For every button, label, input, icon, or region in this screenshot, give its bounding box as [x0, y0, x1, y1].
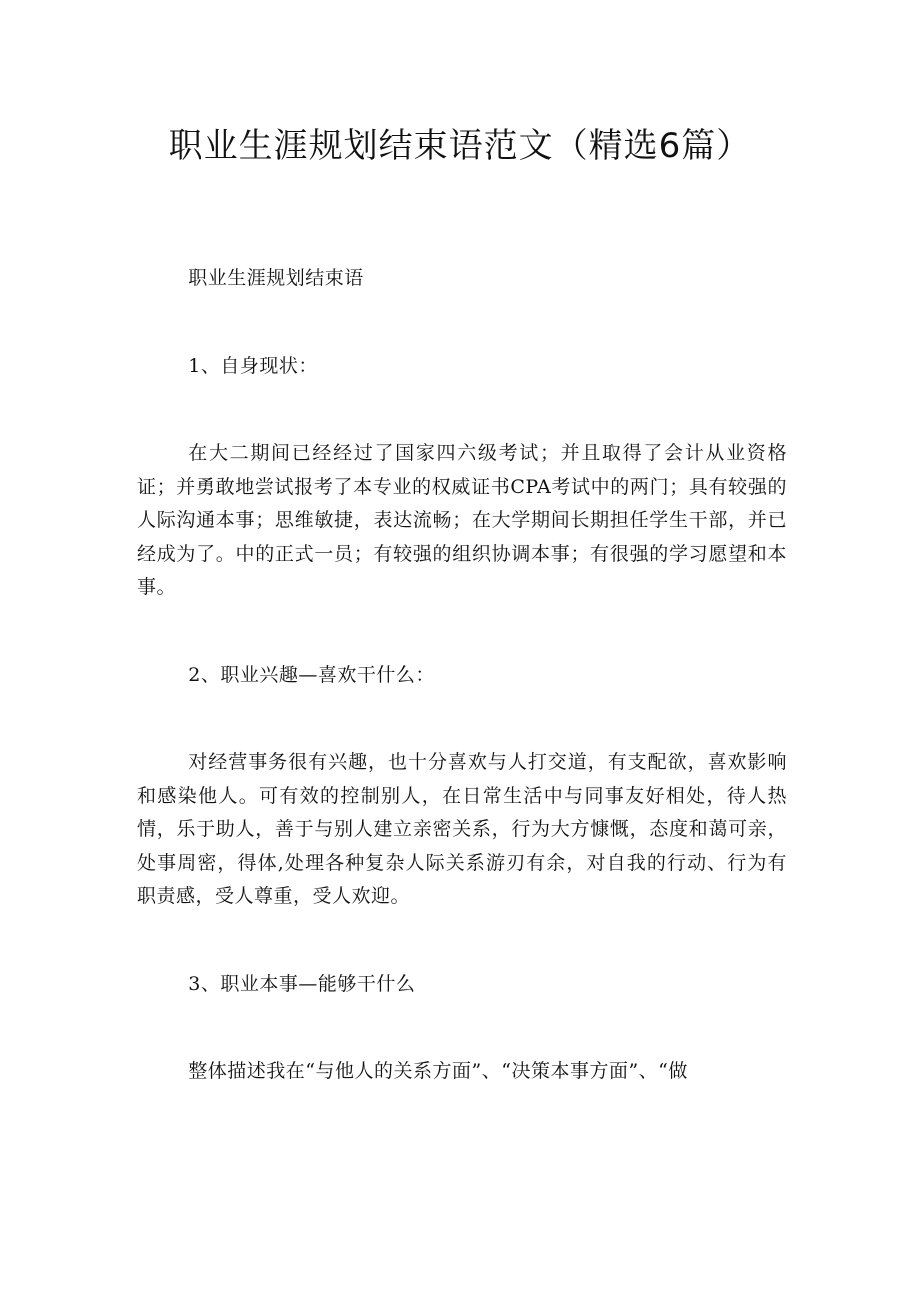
section-1-heading: 1、自身现状：: [188, 354, 318, 377]
section-1-paragraph: 在大二期间已经经过了国家四六级考试；并且取得了会计从业资格证；并勇敢地尝试报考了本专业的权威证书CPA考试中的两门；具有较强的人际沟通本事；思维敏捷，表达流畅；在大学期间长期担任学生干部，并已经成为了。中的正式一员；有较强的组织协调本事；有很强的学习愿望和本事。: [137, 442, 787, 598]
section-title: 职业生涯规划结束语: [188, 267, 364, 289]
document-title: 职业生涯规划结束语范文（精选6篇）: [168, 126, 752, 166]
section-2-heading: 2、职业兴趣—喜欢干什么：: [188, 663, 435, 686]
section-3-heading: 3、职业本事—能够干什么: [188, 972, 416, 995]
section-2-paragraph: 对经营事务很有兴趣，也十分喜欢与人打交道，有支配欲，喜欢影响和感染他人。可有效的控制别人，在日常生活中与同事友好相处，待人热情，乐于助人，善于与别人建立亲密关系，行为大方慷慨，态度和蔼可亲，处事周密，得体,处理各种复杂人际关系游刃有余，对自我的行动、行为有职责感，受人尊重，受人欢迎。: [137, 751, 787, 907]
section-3-paragraph: 整体描述我在“与他人的关系方面”、“决策本事方面”、“做: [188, 1060, 688, 1082]
document-body: [137, 262, 787, 1089]
